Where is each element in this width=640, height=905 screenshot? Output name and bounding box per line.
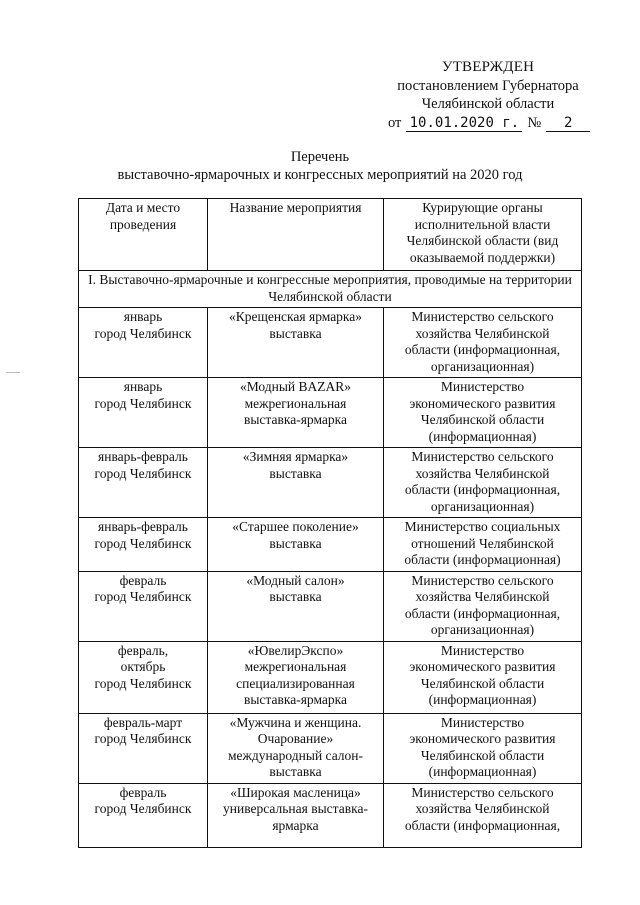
cell-line: Челябинской области <box>420 675 545 691</box>
date-place-cell <box>79 378 208 448</box>
event-name-cell <box>208 713 384 783</box>
cell-line: выставка-ярмарка <box>243 412 347 427</box>
cell-line: экономического развития <box>409 659 556 674</box>
cell-line: город Челябинск <box>94 535 192 551</box>
approval-line-2: Челябинской области <box>421 96 555 112</box>
cell-line: выставка <box>269 535 322 551</box>
cell-line: Министерство социальных <box>404 519 561 534</box>
date-place-cell <box>79 713 208 783</box>
cell-line: январь <box>123 309 163 324</box>
cell-line: международный салон- <box>227 747 364 763</box>
cell-line: Министерство сельского <box>411 572 554 588</box>
cell-line: Министерство сельского <box>411 309 554 324</box>
cell-line: «ЮвелирЭкспо» <box>247 642 344 658</box>
cell-line: февраль <box>119 572 167 588</box>
table-row <box>79 641 582 713</box>
approval-number: 2 <box>546 115 590 132</box>
cell-line: организационная) <box>430 358 535 374</box>
cell-line: «Крещенская ярмарка» <box>228 309 363 324</box>
cell-line: октябрь <box>120 659 166 674</box>
cell-line: Очарование» <box>257 731 334 746</box>
approval-block <box>388 58 588 132</box>
cell-line: Челябинской области <box>420 747 545 763</box>
cell-line: межрегиональная <box>244 659 347 674</box>
cell-line: области (информационная, <box>404 605 561 621</box>
table-row <box>79 518 582 572</box>
cell-line: Министерство <box>440 379 525 394</box>
event-name-cell <box>208 641 384 713</box>
supervising-bodies-cell <box>384 783 582 847</box>
cell-line: (информационная) <box>428 764 537 779</box>
cell-line: (информационная) <box>428 692 537 707</box>
header-event-name: Название мероприятия <box>208 199 384 271</box>
cell-line: город Челябинск <box>94 731 192 746</box>
event-name-cell <box>208 448 384 518</box>
table-row <box>79 571 582 641</box>
cell-line: Министерство <box>440 642 525 658</box>
cell-line: «Старшее поколение» <box>232 519 359 534</box>
table-header-row <box>79 199 582 271</box>
supervising-bodies-cell <box>384 378 582 448</box>
cell-line: Министерство <box>440 714 525 730</box>
margin-mark <box>6 372 20 373</box>
cell-line: «Модный BAZAR» <box>239 379 352 394</box>
cell-line: экономического развития <box>409 731 556 746</box>
cell-line: февраль <box>119 784 167 800</box>
cell-line: специализированная <box>236 675 355 691</box>
title-line-2: выставочно-ярмарочных и конгрессных мероприятий на 2020 год <box>117 167 523 183</box>
supervising-bodies-cell <box>384 713 582 783</box>
cell-line: «Модный салон» <box>246 572 345 588</box>
cell-line: хозяйства Челябинской <box>415 801 550 816</box>
supervising-bodies-cell <box>384 571 582 641</box>
date-place-cell <box>79 783 208 847</box>
cell-line: выставка <box>269 465 322 481</box>
cell-line: хозяйства Челябинской <box>415 465 550 481</box>
supervising-bodies-cell <box>384 641 582 713</box>
supervising-bodies-cell <box>384 518 582 572</box>
cell-line: организационная) <box>430 622 535 637</box>
cell-line: выставка-ярмарка <box>243 692 347 707</box>
cell-line: ярмарка <box>272 817 319 833</box>
cell-line: выставка <box>269 325 322 341</box>
cell-line: межрегиональная <box>244 395 347 411</box>
cell-line: отношений Челябинской <box>411 535 554 551</box>
event-name-cell <box>208 518 384 572</box>
approval-number-label: № <box>527 115 542 131</box>
table-row <box>79 308 582 378</box>
cell-line: Министерство сельского <box>411 784 554 800</box>
event-name-cell <box>208 308 384 378</box>
table-row <box>79 783 582 847</box>
cell-line: Челябинской области <box>420 412 545 427</box>
events-table <box>78 198 582 848</box>
cell-line: хозяйства Челябинской <box>415 325 550 341</box>
title-line-1: Перечень <box>290 149 350 165</box>
date-place-cell <box>79 308 208 378</box>
supervising-bodies-cell <box>384 448 582 518</box>
event-name-cell <box>208 783 384 847</box>
events-table-body <box>79 199 582 848</box>
date-place-cell <box>79 448 208 518</box>
cell-line: универсальная выставка- <box>223 801 368 816</box>
header-date-place: Дата и место проведения <box>79 199 208 271</box>
header-supervising-bodies: Курирующие органы исполнительной власти Челябинской области (вид оказываемой поддержки) <box>384 199 582 271</box>
cell-line: «Мужчина и женщина. <box>229 714 362 730</box>
cell-line: город Челябинск <box>94 675 192 691</box>
date-place-cell <box>79 641 208 713</box>
cell-line: области (информационная, <box>404 817 561 833</box>
date-place-cell <box>79 518 208 572</box>
cell-line: области (информационная) <box>404 552 561 567</box>
cell-line: февраль, <box>117 642 169 658</box>
cell-line: области (информационная, <box>404 342 561 357</box>
cell-line: выставка <box>269 764 322 779</box>
approval-date-line <box>388 114 588 132</box>
cell-line: (информационная) <box>428 428 537 444</box>
event-name-cell <box>208 571 384 641</box>
table-row <box>79 448 582 518</box>
cell-line: город Челябинск <box>94 395 192 411</box>
cell-line: город Челябинск <box>94 589 192 604</box>
cell-line: Министерство сельского <box>411 449 554 464</box>
section-row <box>79 271 582 308</box>
approval-line-1: постановлением Губернатора <box>397 78 579 94</box>
approval-date: 10.01.2020 г. <box>406 115 522 132</box>
cell-line: хозяйства Челябинской <box>415 589 550 604</box>
cell-line: январь-февраль <box>98 519 188 534</box>
cell-line: «Зимняя ярмарка» <box>242 449 349 464</box>
cell-line: январь <box>123 379 163 394</box>
cell-line: организационная) <box>430 498 535 514</box>
supervising-bodies-cell <box>384 308 582 378</box>
table-row <box>79 713 582 783</box>
document-title <box>60 148 580 184</box>
cell-line: «Широкая масленица» <box>230 784 361 800</box>
cell-line: выставка <box>269 589 322 604</box>
cell-line: области (информационная, <box>404 482 561 497</box>
approval-date-prefix: от <box>388 115 402 131</box>
cell-line: город Челябинск <box>94 801 192 816</box>
date-place-cell <box>79 571 208 641</box>
cell-line: февраль-март <box>103 714 183 730</box>
cell-line: город Челябинск <box>94 465 192 481</box>
cell-line: город Челябинск <box>94 325 192 341</box>
cell-line: январь-февраль <box>98 449 188 464</box>
cell-line: экономического развития <box>409 395 556 411</box>
approval-heading: УТВЕРЖДЕН <box>441 59 535 75</box>
table-row <box>79 378 582 448</box>
section-title: I. Выставочно-ярмарочные и конгрессные мероприятия, проводимые на территории Челябинской области <box>79 271 582 308</box>
event-name-cell <box>208 378 384 448</box>
